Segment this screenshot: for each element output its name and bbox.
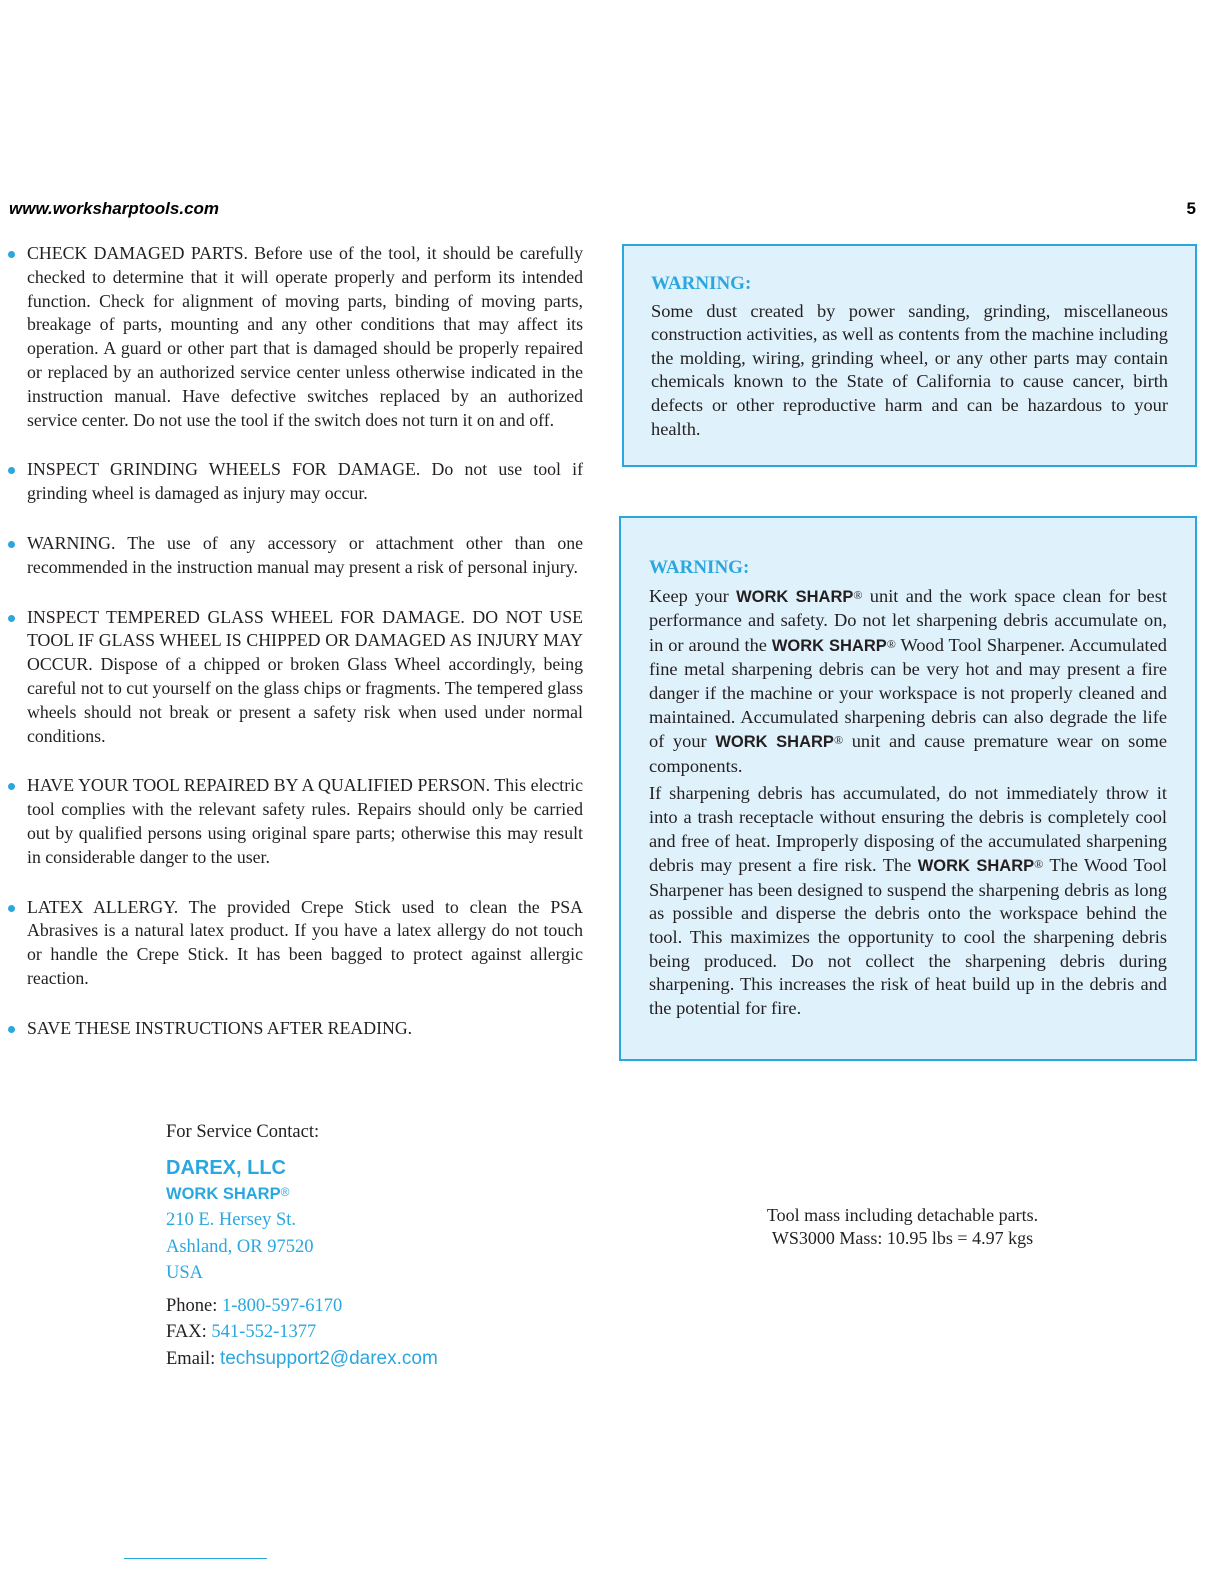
bullet-accessory-warning (8, 532, 583, 580)
mass-line-1: Tool mass including detachable parts. (766, 1205, 1039, 1225)
bullet-dot-icon (8, 905, 15, 912)
safety-bullet-list (8, 242, 583, 1041)
bullet-qualified-repair (8, 774, 583, 869)
warning-box-debris (619, 516, 1197, 1061)
warning-text: Some dust created by power sanding, grinding, miscellaneous construction activities, as well as contents from the machine including the molding, wiring, grinding wheel, or any other parts may contain chemicals known to the State of California to cause cancer, birth defects or other reproductive harm and can be hazardous to your health. (651, 300, 1168, 439)
address-city: Ashland, OR 97520 (166, 1236, 314, 1257)
registered-mark: ® (853, 587, 863, 602)
warning-paragraph-2: If sharpening debris has accumulated, do not immediately throw it into a trash receptacle without ensuring the debris is completely cool and free of heat. Improperly disposing of the accumulated sharpening debris may present a fire risk. The WORK SHARP® The Wood Tool Sharpener has been designed to suspend the sharpening debris as long as possible and disperse the debris onto the workspace behind the tool. This maximizes the opportunity to cool the sharpening debris being produced. Do not collect the sharpening debris during sharpening. This increases the risk of heat build up in the debris and the potential for fire. (649, 783, 1167, 1018)
phone-link[interactable]: 1-800-597-6170 (222, 1295, 343, 1316)
registered-mark: ® (1034, 857, 1044, 872)
fax-line: FAX: 541-552-1377 (166, 1322, 317, 1342)
bullet-text: INSPECT TEMPERED GLASS WHEEL FOR DAMAGE. DO NOT USE TOOL IF GLASS WHEEL IS CHIPPED OR DAMAGED AS INJURY MAY OCCUR. Dispose of a chipped or broken Glass Wheel accordingly, being careful not to cut yourself on the glass chips or fragments. The tempered glass wheels should not break or present a safety risk when used under normal conditions. (27, 606, 583, 746)
bullet-text: WARNING. The use of any accessory or attachment other than one recommended in the instruction manual may present a risk of personal injury. (27, 532, 583, 577)
warning-paragraph-1: Keep your WORK SHARP® unit and the work space clean for best performance and safety. Do not let sharpening debris accumulate on, in or around the WORK SHARP® Wood Tool Sharpener. Accumulated fine metal sharpening debris can be very hot and may present a fire danger if the machine or your workspace is not properly cleaned and maintained. Accumulated sharpening debris can also degrade the life of your WORK SHARP® unit and cause premature wear on some components. (649, 585, 1167, 776)
bullet-text: HAVE YOUR TOOL REPAIRED BY A QUALIFIED PERSON. This electric tool complies with the relevant safety rules. Repairs should only be carried out by qualified persons using original spare parts; otherwise this may result in considerable danger to the user. (27, 775, 583, 867)
mass-line-2: WS3000 Mass: 10.95 lbs = 4.97 kgs (771, 1228, 1034, 1248)
warning-box-california (622, 244, 1197, 467)
brand-name: WORK SHARP (771, 636, 887, 655)
registered-mark: ® (280, 1185, 290, 1199)
registered-mark: ® (886, 636, 896, 651)
bullet-dot-icon (8, 1026, 15, 1033)
bullet-dot-icon (8, 467, 15, 474)
email-link[interactable]: techsupport2@darex.com (219, 1347, 438, 1369)
warning-title: WARNING: (651, 273, 752, 294)
bullet-dot-icon (8, 783, 15, 790)
bullet-inspect-glass-wheel (8, 606, 583, 749)
brand-line: WORK SHARP® (166, 1185, 290, 1203)
brand-name: WORK SHARP (736, 587, 854, 606)
bullet-save-instructions (8, 1017, 583, 1041)
bullet-text: SAVE THESE INSTRUCTIONS AFTER READING. (27, 1017, 413, 1038)
registered-mark: ® (833, 733, 844, 748)
bullet-dot-icon (8, 251, 15, 258)
fax-number: 541-552-1377 (211, 1322, 317, 1342)
brand-name: WORK SHARP (917, 857, 1035, 876)
phone-line: Phone: 1-800-597-6170 (166, 1295, 343, 1316)
bullet-text: INSPECT GRINDING WHEELS FOR DAMAGE. Do not use tool if grinding wheel is damaged as injury may occur. (27, 459, 583, 504)
service-contact (166, 1122, 438, 1372)
brand-name: WORK SHARP (715, 733, 834, 752)
footnote-rule (124, 1558, 267, 1559)
bullet-inspect-grinding-wheels (8, 458, 583, 506)
address-street: 210 E. Hersey St. (166, 1210, 296, 1230)
bullet-dot-icon (8, 615, 15, 622)
warning-title: WARNING: (649, 557, 750, 578)
email-line: Email: techsupport2@darex.com (166, 1347, 438, 1369)
bullet-dot-icon (8, 541, 15, 548)
header-url[interactable]: www.worksharptools.com (9, 199, 220, 218)
tool-mass-note (735, 1204, 1070, 1250)
bullet-text: LATEX ALLERGY. The provided Crepe Stick used to clean the PSA Abrasives is a natural latex product. If you have a latex allergy do not touch or handle the Crepe Stick. It has been bagged to protect against allergic reaction. (27, 896, 583, 988)
address-country: USA (166, 1263, 204, 1283)
page-number: 5 (1186, 199, 1196, 218)
bullet-latex-allergy (8, 896, 583, 991)
company-name: DAREX, LLC (166, 1157, 286, 1179)
contact-intro: For Service Contact: (166, 1122, 320, 1142)
bullet-text: CHECK DAMAGED PARTS. Before use of the tool, it should be carefully checked to determine that it will operate properly and perform its intended function. Check for alignment of moving parts, binding of moving parts, breakage of parts, mounting and any other conditions that may affect its operation. A guard or other part that is damaged should be properly repaired or replaced by an authorized service center unless otherwise indicated in the instruction manual. Have defective switches replaced by an authorized service center. Do not use the tool if the switch does not turn it on and off. (27, 243, 583, 430)
bullet-check-damaged-parts (8, 242, 583, 432)
